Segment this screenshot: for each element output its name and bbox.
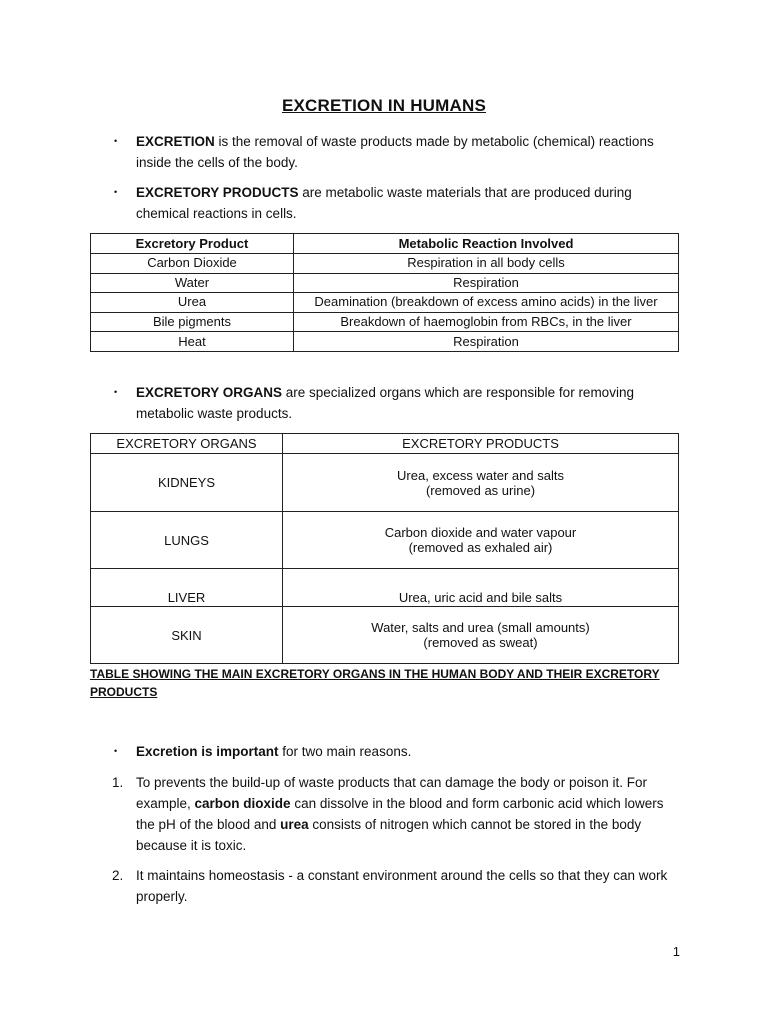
term-importance: Excretion is important <box>136 744 279 759</box>
column-header: Metabolic Reaction Involved <box>294 234 679 254</box>
bullet-icon: • <box>114 187 118 197</box>
list-number: 1. <box>112 775 124 790</box>
table-row <box>91 312 679 332</box>
table-cell: Urea <box>91 293 294 313</box>
page-title: EXCRETION IN HUMANS <box>281 96 487 115</box>
table-cell: Carbon Dioxide <box>91 254 294 274</box>
organ-cell: SKIN <box>91 607 283 664</box>
definition-text: for two main reasons. <box>278 744 412 759</box>
products-note: (removed as urine) <box>425 482 536 498</box>
definition-text: is the removal of waste products made by metabolic (chemical) reactions inside the cells of the body. <box>136 134 654 170</box>
table-caption: TABLE SHOWING THE MAIN EXCRETORY ORGANS IN THE HUMAN BODY AND THEIR EXCRETORY PRODUCTS <box>90 667 660 699</box>
table-row <box>91 569 679 607</box>
term-excretory-organs: EXCRETORY ORGANS <box>136 385 283 400</box>
products-line: Carbon dioxide and water vapour <box>384 525 577 540</box>
column-header: Excretory Product <box>91 234 294 254</box>
table-row <box>91 332 679 352</box>
reason-text: It maintains homeostasis - a constant environment around the cells so that they can work properly. <box>136 868 668 904</box>
definition-text: are metabolic waste materials that are produced during chemical reactions in cells. <box>136 185 632 221</box>
products-cell <box>283 454 679 512</box>
table-cell: Water <box>91 273 294 293</box>
table-cell: Bile pigments <box>91 312 294 332</box>
organ-cell: LIVER <box>91 569 283 607</box>
bullet-icon: • <box>114 136 118 146</box>
bullet-icon: • <box>114 387 118 397</box>
table-cell: Breakdown of haemoglobin from RBCs, in the liver <box>294 312 679 332</box>
table-cell: Deamination (breakdown of excess amino acids) in the liver <box>294 293 679 313</box>
table-row <box>91 293 679 313</box>
term-excretion: EXCRETION <box>136 134 215 149</box>
table-cell: Respiration <box>294 332 679 352</box>
table-row <box>91 454 679 512</box>
column-header: EXCRETORY ORGANS <box>91 434 283 454</box>
products-cell <box>283 569 679 607</box>
excretory-organs-table <box>90 433 679 664</box>
excretory-products-table <box>90 233 679 352</box>
products-cell <box>283 512 679 569</box>
organ-cell: KIDNEYS <box>91 454 283 512</box>
products-line: Urea, excess water and salts <box>397 467 564 483</box>
table-row <box>91 273 679 293</box>
definition-text: are specialized organs which are responsible for removing metabolic waste products. <box>136 385 634 421</box>
table-row <box>91 607 679 664</box>
table-row <box>91 254 679 274</box>
reason-text: To prevents the build-up of waste products that can damage the body or poison it. For example, <box>136 775 648 811</box>
products-line: Urea, uric acid and bile salts <box>398 590 563 605</box>
column-header: EXCRETORY PRODUCTS <box>283 434 679 454</box>
table-row <box>91 512 679 569</box>
table-header-row <box>91 234 679 254</box>
bullet-icon: • <box>114 746 118 756</box>
products-note: (removed as exhaled air) <box>408 540 553 555</box>
products-cell <box>283 607 679 664</box>
organ-cell: LUNGS <box>91 512 283 569</box>
table-cell: Heat <box>91 332 294 352</box>
term-urea: urea <box>280 817 309 832</box>
table-cell: Respiration <box>294 273 679 293</box>
products-note: (removed as sweat) <box>423 635 538 650</box>
page-number: 1 <box>672 944 680 959</box>
table-cell: Respiration in all body cells <box>294 254 679 274</box>
term-excretory-products: EXCRETORY PRODUCTS <box>136 185 299 200</box>
reason-text: can dissolve in the blood and form carbonic acid which lowers the pH of the blood and <box>136 796 664 832</box>
reason-text: consists of nitrogen which cannot be stored in the body because it is toxic. <box>136 817 642 853</box>
list-number: 2. <box>112 868 124 883</box>
term-carbon-dioxide: carbon dioxide <box>194 796 291 811</box>
table-header-row <box>91 434 679 454</box>
products-line: Water, salts and urea (small amounts) <box>371 620 590 635</box>
